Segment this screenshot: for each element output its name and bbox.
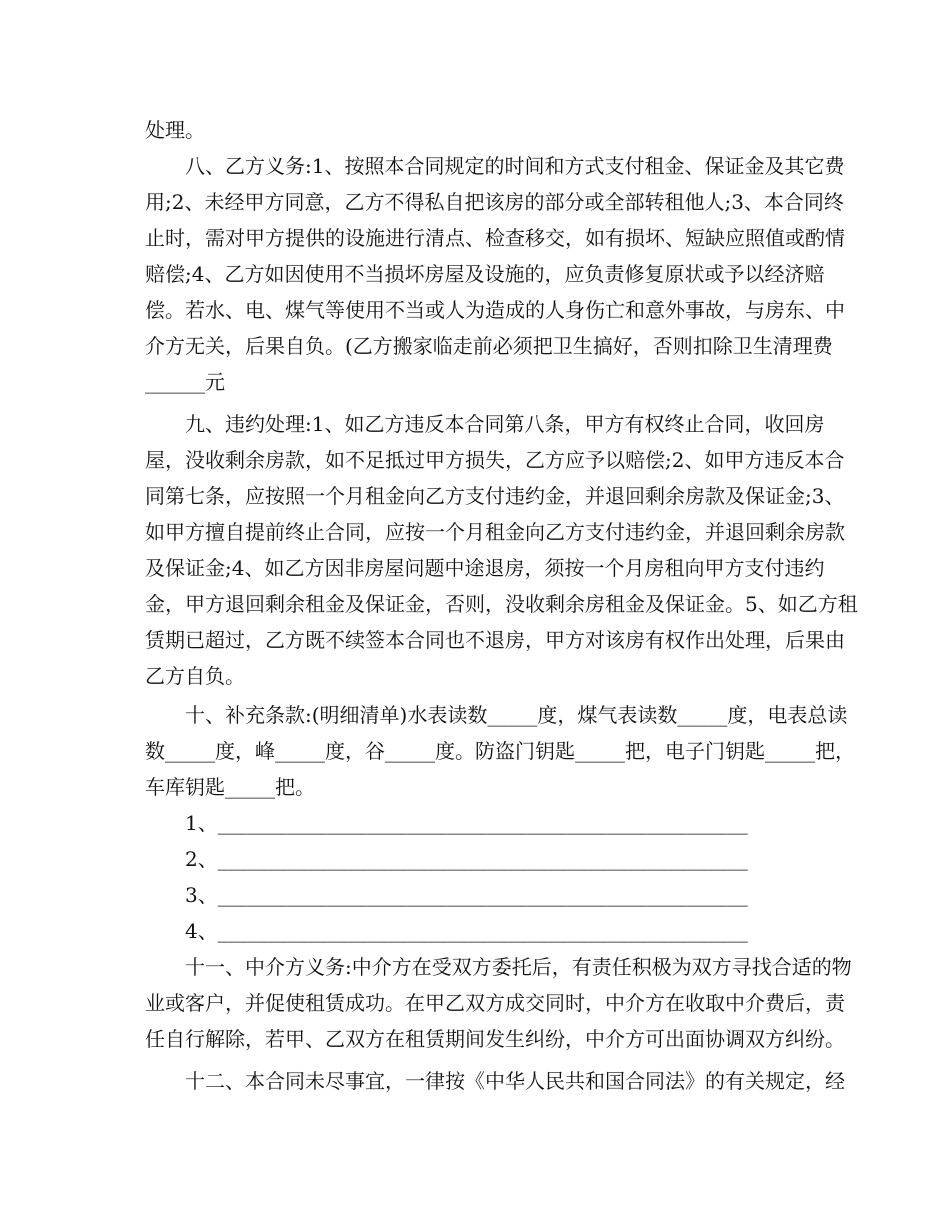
list-item: 3、_____________________________________________________ [185, 883, 748, 907]
section-8-paragraph [145, 148, 845, 400]
text-line: 金，甲方退回剩余租金及保证金，否则，没收剩余房租金及保证金。5、如乙方租 [145, 592, 858, 616]
blank-list [185, 805, 748, 949]
text-line: 八、乙方义务:1、按照本合同规定的时间和方式支付租金、保证金及其它费 [185, 154, 845, 178]
text-line: 介方无关，后果自负。(乙方搬家临走前必须把卫生搞好，否则扣除卫生清理费 [145, 334, 833, 358]
text-line: 偿。若水、电、煤气等使用不当或人为造成的人身伤亡和意外事故，与房东、中 [145, 298, 845, 322]
continued-paragraph [145, 112, 805, 148]
text-line: 车库钥匙_____把。 [145, 775, 315, 799]
text-line: 赔偿;4、乙方如因使用不当损坏房屋及设施的，应负责修复原状或予以经济赔 [145, 262, 825, 286]
list-item: 1、_____________________________________________________ [185, 811, 748, 835]
text-line: 数_____度，峰_____度，谷_____度。防盗门钥匙_____把，电子门钥匙_____把， [145, 739, 855, 763]
text-line: 十一、中介方义务:中介方在受双方委托后，有责任积极为双方寻找合适的物 [185, 955, 852, 979]
text-line: 及保证金;4、如乙方因非房屋问题中途退房，须按一个月房租向甲方支付违约 [145, 556, 825, 580]
text-line: 任自行解除，若甲、乙双方在租赁期间发生纠纷，中介方可出面协调双方纠纷。 [145, 1027, 845, 1051]
text-line: 止时，需对甲方提供的设施进行清点、检查移交，如有损坏、短缺应照值或酌情 [145, 226, 845, 250]
text-line: 十、补充条款:(明细清单)水表读数_____度，煤气表读数_____度，电表总读 [185, 703, 848, 727]
section-11-paragraph [145, 949, 852, 1057]
text-line: 业或客户，并促使租赁成功。在甲乙双方成交同时，中介方在收取中介费后，责 [145, 991, 845, 1015]
text-line: 处理。 [145, 118, 205, 142]
text-line: 乙方自负。 [145, 664, 245, 688]
text-line: 如甲方擅自提前终止合同，应按一个月租金向乙方支付违约金，并退回剩余房款 [145, 520, 845, 544]
section-12-paragraph [145, 1063, 845, 1099]
text-line: 用;2、未经甲方同意，乙方不得私自把该房的部分或全部转租他人;3、本合同终 [145, 190, 844, 214]
list-item: 2、_____________________________________________________ [185, 847, 748, 871]
text-line: 九、违约处理:1、如乙方违反本合同第八条，甲方有权终止合同，收回房 [185, 412, 825, 436]
section-9-paragraph [145, 406, 858, 694]
text-line: 屋，没收剩余房款，如不足抵过甲方损失，乙方应予以赔偿;2、如甲方违反本合 [145, 448, 845, 472]
text-line: 同第七条，应按照一个月租金向乙方支付违约金，并退回剩余房款及保证金;3、 [145, 484, 845, 508]
list-item: 4、_____________________________________________________ [185, 919, 748, 943]
text-line: ______元 [145, 370, 225, 394]
text-line: 赁期已超过，乙方既不续签本合同也不退房，甲方对该房有权作出处理，后果由 [145, 628, 845, 652]
section-10-paragraph [145, 697, 855, 805]
text-line: 十二、本合同未尽事宜，一律按《中华人民共和国合同法》的有关规定，经 [185, 1069, 845, 1093]
